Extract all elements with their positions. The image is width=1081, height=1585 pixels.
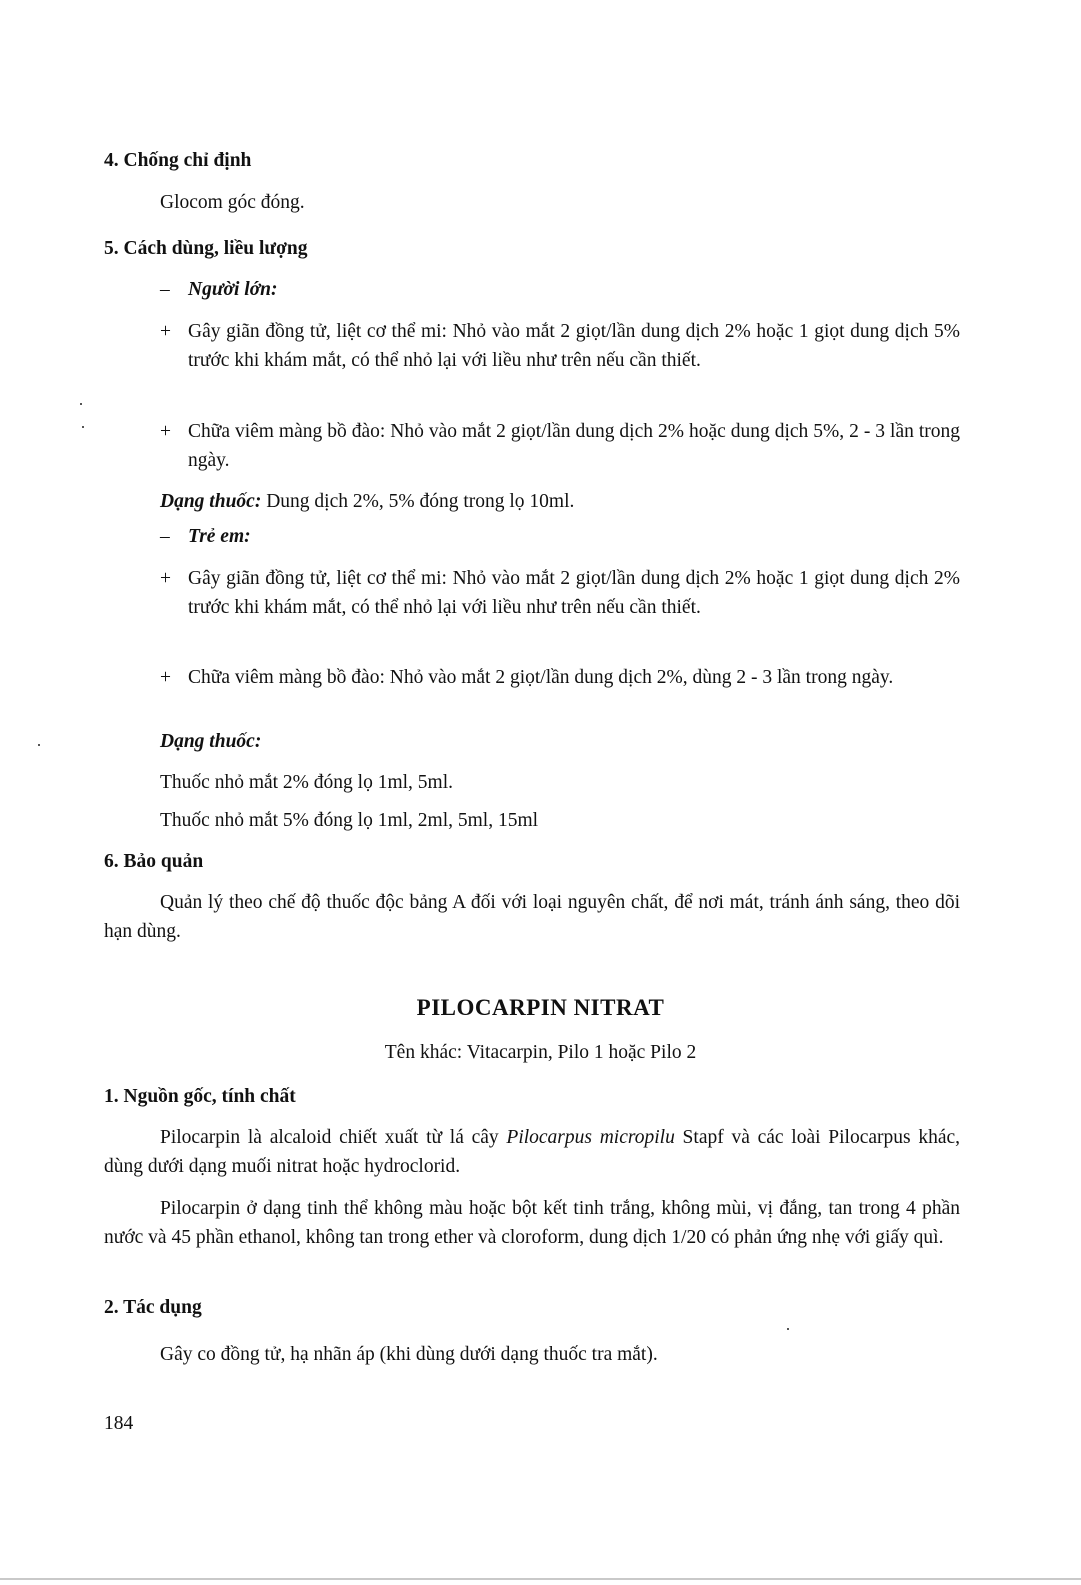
section-4-heading: 4. Chống chỉ định: [104, 150, 252, 171]
adult-bullet-2: [160, 417, 960, 475]
dosage-form-child-label: Dạng thuốc:: [160, 731, 262, 752]
origin-paragraph-1: [104, 1123, 960, 1181]
dash-marker: –: [160, 279, 170, 300]
dosage-form-line-1: Thuốc nhỏ mắt 2% đóng lọ 1ml, 5ml.: [160, 772, 454, 793]
origin-text-b: Stapf và các loài Pilocarpus khác, dùng dưới dạng muối nitrat hoặc hydroclorid.: [104, 1127, 961, 1177]
plus-marker: +: [160, 321, 171, 342]
drug-other-names: Tên khác: Vitacarpin, Pilo 1 hoặc Pilo 2: [384, 1042, 697, 1063]
scan-speck: [82, 426, 84, 428]
origin-text-a: Pilocarpin là alcaloid chiết xuất từ lá cây: [160, 1127, 507, 1148]
child-bullet-1-text: Gây giãn đồng tử, liệt cơ thể mi: Nhỏ vào mắt 2 giọt/lần dung dịch 2% hoặc 1 giọt dung dịch 2% trước khi khám mắt, có thể nhỏ lại với liều như trên nếu cần thiết.: [188, 568, 960, 618]
drug-title: PILOCARPIN NITRAT: [416, 995, 665, 1020]
adult-bullet-1: [160, 317, 960, 375]
scan-speck: [38, 744, 40, 746]
dosage-form-line-2: Thuốc nhỏ mắt 5% đóng lọ 1ml, 2ml, 5ml, 15ml: [160, 810, 539, 831]
section-4-text: Glocom góc đóng.: [160, 192, 305, 213]
effect-text: Gây co đồng tử, hạ nhãn áp (khi dùng dưới dạng thuốc tra mắt).: [160, 1344, 658, 1365]
dosage-form-label: Dạng thuốc:: [160, 491, 262, 512]
effect-heading: 2. Tác dụng: [104, 1297, 202, 1318]
child-subheading: [160, 522, 251, 551]
child-bullet-2-text: Chữa viêm màng bồ đào: Nhỏ vào mắt 2 giọt/lần dung dịch 2%, dùng 2 - 3 lần trong ngày.: [188, 667, 894, 688]
section-5-heading: 5. Cách dùng, liều lượng: [104, 238, 308, 259]
dash-marker: –: [160, 526, 170, 547]
scan-speck: [80, 403, 82, 405]
section-6-text: Quản lý theo chế độ thuốc độc bảng A đối với loại nguyên chất, để nơi mát, tránh ánh sáng, theo dõi hạn dùng.: [104, 892, 960, 942]
plus-marker: +: [160, 421, 171, 442]
child-bullet-1: [160, 564, 960, 622]
species-name: Pilocarpus micropilu: [506, 1127, 675, 1148]
section-6-heading: 6. Bảo quản: [104, 851, 204, 872]
adult-bullet-1-text: Gây giãn đồng tử, liệt cơ thể mi: Nhỏ vào mắt 2 giọt/lần dung dịch 2% hoặc 1 giọt dung dịch 5% trước khi khám mắt, có thể nhỏ lại với liều như trên nếu cần thiết.: [188, 321, 960, 371]
child-bullet-2: [160, 663, 960, 692]
scan-bottom-edge: [0, 1578, 1081, 1580]
page-number: 184: [104, 1413, 134, 1434]
dosage-form-text: Dung dịch 2%, 5% đóng trong lọ 10ml.: [261, 491, 575, 512]
scan-speck: [787, 1328, 789, 1330]
origin-paragraph-2: Pilocarpin ở dạng tinh thể không màu hoặc bột kết tinh trắng, không mùi, vị đắng, tan trong 4 phần nước và 45 phần ethanol, không tan trong ether và cloroform, dung dịch 1/20 có phản ứng nhẹ với giấy quì.: [104, 1198, 960, 1248]
origin-heading: 1. Nguồn gốc, tính chất: [104, 1086, 296, 1107]
adult-label: Người lớn:: [188, 279, 278, 300]
dosage-form-adult: [160, 487, 960, 516]
adult-bullet-2-text: Chữa viêm màng bồ đào: Nhỏ vào mắt 2 giọt/lần dung dịch 2% hoặc dung dịch 5%, 2 - 3 lần trong ngày.: [188, 421, 960, 471]
plus-marker: +: [160, 568, 171, 589]
child-label: Trẻ em:: [188, 526, 251, 547]
adult-subheading: [160, 275, 278, 304]
plus-marker: +: [160, 667, 171, 688]
